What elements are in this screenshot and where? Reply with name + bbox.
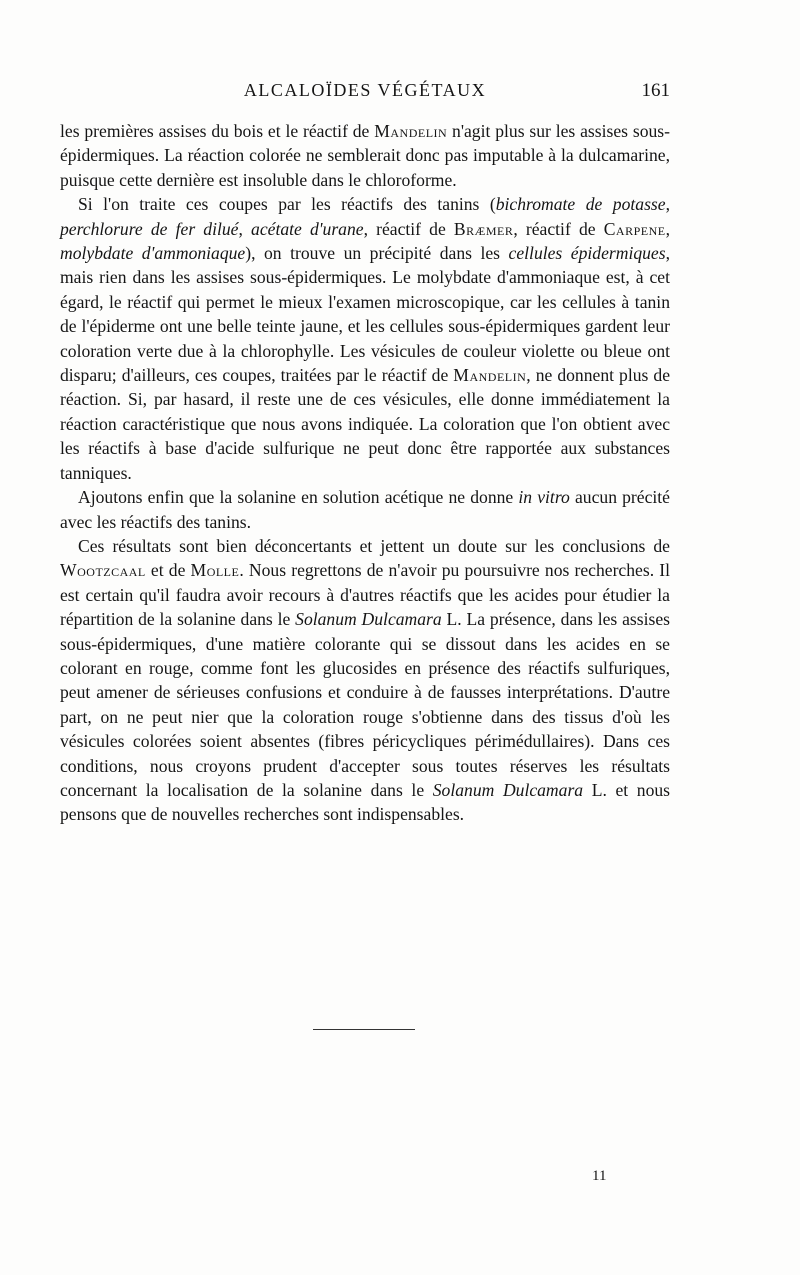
text-run: ,	[665, 194, 670, 215]
italic-text: bichromate de potasse	[495, 194, 666, 215]
paragraph	[60, 192, 670, 485]
italic-text: in vitro	[518, 487, 570, 508]
author-name: Mandelin	[374, 121, 448, 141]
text-run: L. et nous pensons que de nouvelles recherches sont indispensables.	[60, 779, 671, 825]
text-run: ), on trouve un précipité dans les	[245, 243, 509, 264]
text-run: aucun précité avec les réactifs des tanins.	[60, 487, 670, 532]
text-run: , réactif de	[513, 218, 604, 239]
text-run: , mais rien dans les assises sous-épidermiques. Le molybdate d'ammoniaque est, à cet égard, le réactif qui permet le mieux l'examen microscopique, car les cellules à tanin de l'épiderme ont une belle teinte jaune, et les cellules sous-épidermiques gardent leur coloration verte due à la chlorophylle. Les vésicules de couleur violette ou bleue ont disparu; d'ailleurs, ces coupes, traitées par le réactif de	[60, 243, 670, 386]
text-run: n'agit plus sur les assises sous-épidermiques. La réaction colorée ne semblerait donc pas imputable à la dulcamarine, puisque cette dernière est insoluble dans le chloroforme.	[60, 121, 670, 190]
author-name: Molle	[190, 560, 240, 581]
text-run: , réactif de	[363, 218, 454, 239]
text-run: . Nous regrettons de n'avoir pu poursuivre nos recherches. Il est certain qu'il faudra avoir recours à d'autres réactifs que les acides pour étudier la répartition de la solanine dans le	[60, 560, 670, 630]
italic-text: Solanum Dulcamara	[295, 609, 442, 630]
text-run: les premières assises du bois et le réactif de	[60, 121, 375, 141]
running-title: ALCALOÏDES VÉGÉTAUX	[243, 80, 487, 100]
italic-text: molybdate d'ammoniaque	[60, 243, 246, 264]
paragraph	[60, 119, 670, 192]
italic-text: acétate d'urane	[251, 218, 364, 239]
running-header	[60, 80, 670, 110]
text-run: ,	[665, 218, 670, 239]
author-name: Bræmer	[453, 218, 514, 239]
italic-text: perchlorure de fer dilué	[60, 218, 239, 239]
text-run: Ajoutons enfin que la solanine en solution acétique ne donne	[78, 487, 519, 508]
signature-mark: 11	[592, 1168, 607, 1184]
italic-text: Solanum Dulcamara	[432, 779, 584, 800]
text-run: , ne donnent plus de réaction. Si, par hasard, il reste une de ces vésicules, elle donne immédiatement la réaction caractéristique que nous avons indiquée. La coloration que l'on obtient avec les réactifs à base d'acide sulfurique ne peut donc être rapportée aux substances tanniques.	[60, 365, 670, 483]
paragraph	[60, 485, 670, 534]
author-name: Wootzcaal	[60, 560, 146, 581]
author-name: Carpene	[603, 218, 666, 239]
end-rule	[313, 1029, 415, 1030]
page-number: 161	[641, 80, 670, 101]
text-run: Ces résultats sont bien déconcertants et jettent un doute sur les conclusions de	[78, 535, 670, 556]
paragraph	[60, 534, 670, 827]
italic-text: cellules épidermiques	[508, 243, 666, 264]
author-name: Mandelin	[453, 365, 527, 386]
text-run: et de	[145, 560, 191, 581]
text-run: Si l'on traite ces coupes par les réactifs des tanins (	[78, 194, 496, 215]
body-text	[60, 119, 670, 827]
text-run: ,	[238, 218, 252, 239]
text-run: L. La présence, dans les assises sous-épidermiques, d'une matière colorante qui se dissout dans les acides en se colorant en rouge, comme font les glucosides en présence des réactifs sulfuriques, peut amener de sérieuses confusions et conduire à de fausses interprétations. D'autre part, on ne peut nier que la coloration rouge s'obtienne dans des tissus d'où les vésicules colorées soient absentes (fibres péricycliques périmédullaires). Dans ces conditions, nous croyons prudent d'accepter sous toutes réserves les résultats concernant la localisation de la solanine dans le	[60, 609, 670, 800]
